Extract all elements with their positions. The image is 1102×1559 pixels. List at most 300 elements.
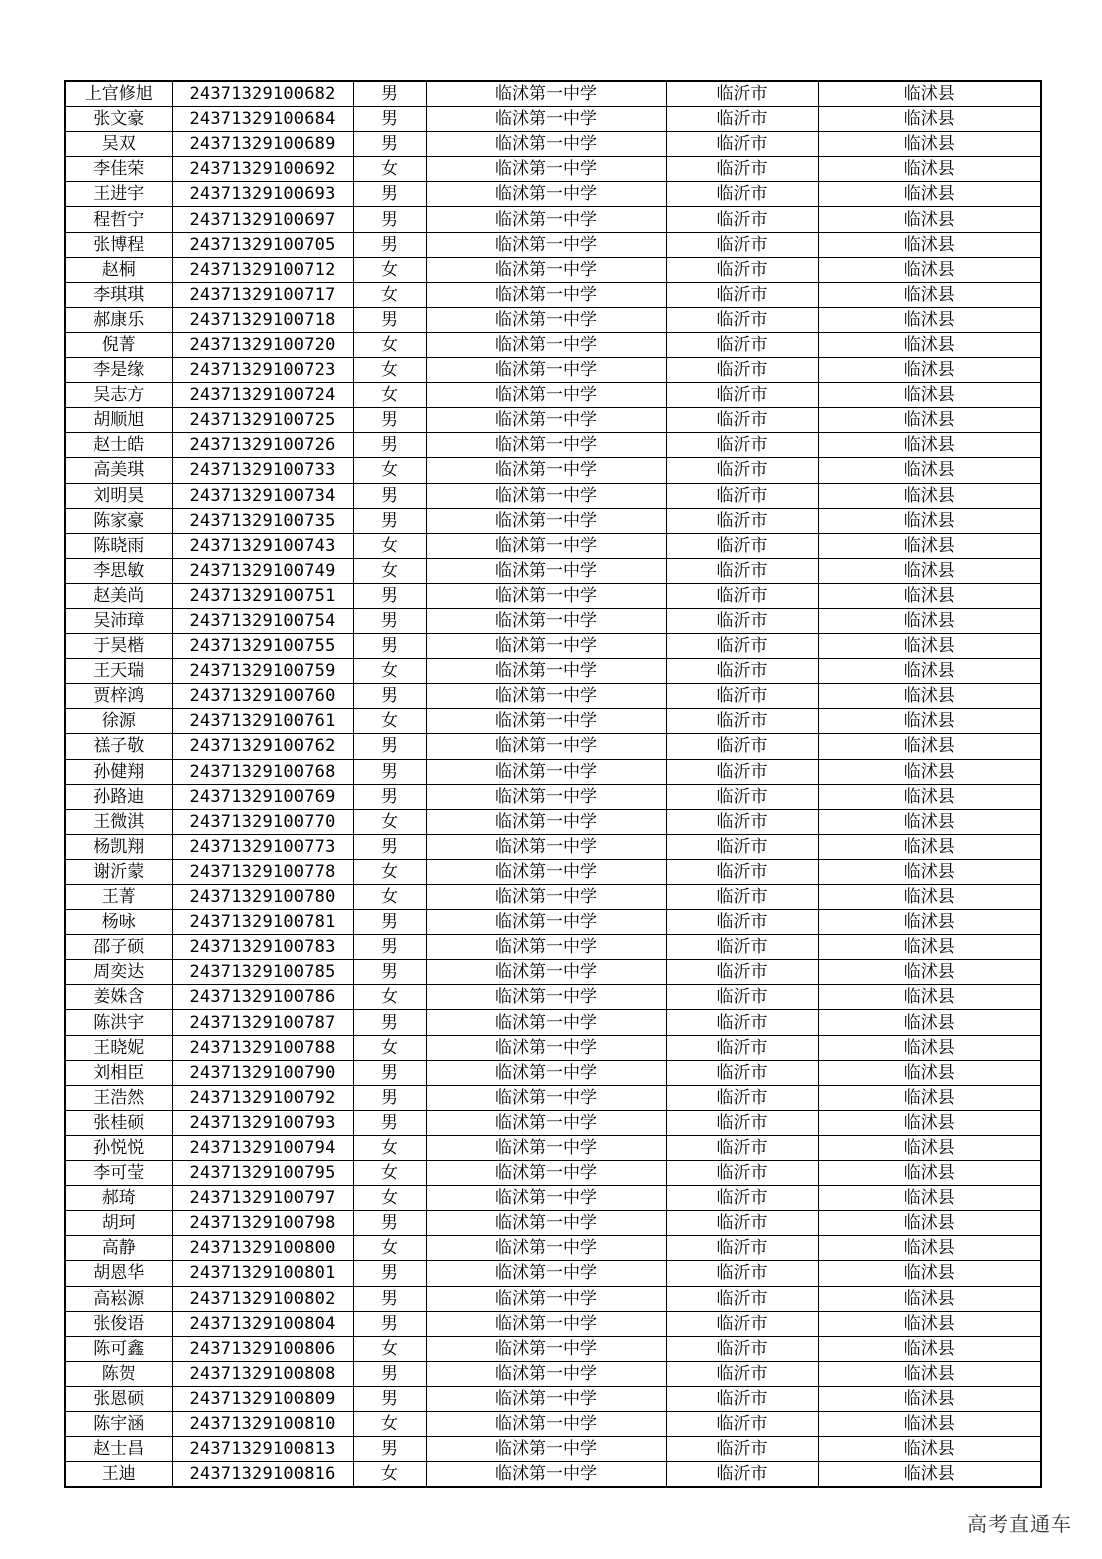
exam-number-cell: 24371329100813: [172, 1437, 353, 1462]
school-cell: 临沭第一中学: [426, 634, 666, 659]
school-cell: 临沭第一中学: [426, 709, 666, 734]
city-cell: 临沂市: [666, 207, 818, 232]
student-name-cell: 邵子硕: [65, 935, 172, 960]
county-cell: 临沭县: [818, 307, 1041, 332]
city-cell: 临沂市: [666, 809, 818, 834]
city-cell: 临沂市: [666, 107, 818, 132]
county-cell: 临沭县: [818, 132, 1041, 157]
city-cell: 临沂市: [666, 1336, 818, 1361]
school-cell: 临沭第一中学: [426, 508, 666, 533]
school-cell: 临沭第一中学: [426, 1261, 666, 1286]
exam-number-cell: 24371329100720: [172, 332, 353, 357]
gender-cell: 女: [353, 558, 426, 583]
table-row: [65, 1411, 1041, 1436]
school-cell: 临沭第一中学: [426, 1286, 666, 1311]
county-cell: 临沭县: [818, 433, 1041, 458]
city-cell: 临沂市: [666, 157, 818, 182]
exam-number-cell: 24371329100697: [172, 207, 353, 232]
exam-number-cell: 24371329100717: [172, 282, 353, 307]
student-name-cell: 王迪: [65, 1462, 172, 1488]
county-cell: 临沭县: [818, 960, 1041, 985]
county-cell: 临沭县: [818, 1085, 1041, 1110]
county-cell: 临沭县: [818, 232, 1041, 257]
school-cell: 临沭第一中学: [426, 182, 666, 207]
exam-number-cell: 24371329100793: [172, 1110, 353, 1135]
school-cell: 临沭第一中学: [426, 332, 666, 357]
city-cell: 临沂市: [666, 433, 818, 458]
school-cell: 临沭第一中学: [426, 659, 666, 684]
table-row: [65, 458, 1041, 483]
school-cell: 临沭第一中学: [426, 107, 666, 132]
gender-cell: 男: [353, 834, 426, 859]
table-row: [65, 132, 1041, 157]
table-row: [65, 935, 1041, 960]
student-name-cell: 陈贺: [65, 1361, 172, 1386]
gender-cell: 男: [353, 408, 426, 433]
table-row: [65, 81, 1041, 107]
student-name-cell: 上官修旭: [65, 81, 172, 107]
county-cell: 临沭县: [818, 1386, 1041, 1411]
gender-cell: 女: [353, 709, 426, 734]
county-cell: 临沭县: [818, 1035, 1041, 1060]
county-cell: 临沭县: [818, 759, 1041, 784]
gender-cell: 男: [353, 634, 426, 659]
school-cell: 临沭第一中学: [426, 1236, 666, 1261]
student-name-cell: 陈晓雨: [65, 533, 172, 558]
school-cell: 临沭第一中学: [426, 1336, 666, 1361]
exam-number-cell: 24371329100798: [172, 1211, 353, 1236]
table-row: [65, 634, 1041, 659]
gender-cell: 男: [353, 960, 426, 985]
gender-cell: 女: [353, 659, 426, 684]
gender-cell: 男: [353, 734, 426, 759]
county-cell: 临沭县: [818, 358, 1041, 383]
gender-cell: 男: [353, 1437, 426, 1462]
student-name-cell: 郝琦: [65, 1186, 172, 1211]
table-row: [65, 1211, 1041, 1236]
student-name-cell: 徐源: [65, 709, 172, 734]
county-cell: 临沭县: [818, 834, 1041, 859]
gender-cell: 男: [353, 207, 426, 232]
table-row: [65, 709, 1041, 734]
city-cell: 临沂市: [666, 1386, 818, 1411]
student-name-cell: 张桂硕: [65, 1110, 172, 1135]
table-row: [65, 182, 1041, 207]
county-cell: 临沭县: [818, 157, 1041, 182]
city-cell: 临沂市: [666, 1261, 818, 1286]
exam-number-cell: 24371329100692: [172, 157, 353, 182]
student-name-cell: 陈洪宇: [65, 1010, 172, 1035]
student-name-cell: 张文豪: [65, 107, 172, 132]
school-cell: 临沭第一中学: [426, 985, 666, 1010]
exam-number-cell: 24371329100783: [172, 935, 353, 960]
school-cell: 临沭第一中学: [426, 1060, 666, 1085]
school-cell: 临沭第一中学: [426, 885, 666, 910]
student-name-cell: 赵桐: [65, 257, 172, 282]
table-row: [65, 558, 1041, 583]
county-cell: 临沭县: [818, 608, 1041, 633]
gender-cell: 男: [353, 483, 426, 508]
student-name-cell: 孙路迪: [65, 784, 172, 809]
table-row: [65, 1110, 1041, 1135]
exam-number-cell: 24371329100725: [172, 408, 353, 433]
city-cell: 临沂市: [666, 558, 818, 583]
school-cell: 临沭第一中学: [426, 1010, 666, 1035]
exam-number-cell: 24371329100781: [172, 910, 353, 935]
student-name-cell: 孙悦悦: [65, 1135, 172, 1160]
exam-number-cell: 24371329100760: [172, 684, 353, 709]
table-row: [65, 1336, 1041, 1361]
student-name-cell: 刘明昊: [65, 483, 172, 508]
city-cell: 临沂市: [666, 834, 818, 859]
school-cell: 临沭第一中学: [426, 1411, 666, 1436]
exam-number-cell: 24371329100723: [172, 358, 353, 383]
county-cell: 临沭县: [818, 483, 1041, 508]
student-name-cell: 张俊语: [65, 1311, 172, 1336]
school-cell: 临沭第一中学: [426, 558, 666, 583]
table-row: [65, 207, 1041, 232]
table-row: [65, 809, 1041, 834]
city-cell: 临沂市: [666, 960, 818, 985]
exam-number-cell: 24371329100800: [172, 1236, 353, 1261]
gender-cell: 女: [353, 1161, 426, 1186]
student-name-cell: 吴沛璋: [65, 608, 172, 633]
exam-number-cell: 24371329100689: [172, 132, 353, 157]
exam-number-cell: 24371329100751: [172, 583, 353, 608]
table-row: [65, 1236, 1041, 1261]
exam-number-cell: 24371329100734: [172, 483, 353, 508]
table-row: [65, 1161, 1041, 1186]
city-cell: 临沂市: [666, 408, 818, 433]
county-cell: 临沭县: [818, 1060, 1041, 1085]
school-cell: 临沭第一中学: [426, 1035, 666, 1060]
document-page: [64, 80, 1040, 1488]
county-cell: 临沭县: [818, 659, 1041, 684]
school-cell: 临沭第一中学: [426, 533, 666, 558]
exam-number-cell: 24371329100755: [172, 634, 353, 659]
table-row: [65, 910, 1041, 935]
county-cell: 临沭县: [818, 859, 1041, 884]
county-cell: 临沭县: [818, 533, 1041, 558]
exam-number-cell: 24371329100806: [172, 1336, 353, 1361]
city-cell: 临沂市: [666, 81, 818, 107]
gender-cell: 男: [353, 107, 426, 132]
gender-cell: 女: [353, 1462, 426, 1488]
student-name-cell: 郝康乐: [65, 307, 172, 332]
student-name-cell: 陈家豪: [65, 508, 172, 533]
school-cell: 临沭第一中学: [426, 759, 666, 784]
city-cell: 临沂市: [666, 358, 818, 383]
gender-cell: 男: [353, 608, 426, 633]
county-cell: 临沭县: [818, 1161, 1041, 1186]
student-name-cell: 高美琪: [65, 458, 172, 483]
student-name-cell: 赵美尚: [65, 583, 172, 608]
gender-cell: 男: [353, 1060, 426, 1085]
school-cell: 临沭第一中学: [426, 1135, 666, 1160]
city-cell: 临沂市: [666, 1085, 818, 1110]
table-row: [65, 784, 1041, 809]
student-roster-table: [64, 80, 1042, 1488]
table-row: [65, 332, 1041, 357]
county-cell: 临沭县: [818, 458, 1041, 483]
exam-number-cell: 24371329100682: [172, 81, 353, 107]
table-row: [65, 1311, 1041, 1336]
exam-number-cell: 24371329100797: [172, 1186, 353, 1211]
city-cell: 临沂市: [666, 734, 818, 759]
county-cell: 临沭县: [818, 1437, 1041, 1462]
table-row: [65, 859, 1041, 884]
student-name-cell: 王微淇: [65, 809, 172, 834]
school-cell: 临沭第一中学: [426, 684, 666, 709]
county-cell: 临沭县: [818, 935, 1041, 960]
table-row: [65, 1286, 1041, 1311]
city-cell: 临沂市: [666, 634, 818, 659]
table-row: [65, 307, 1041, 332]
gender-cell: 男: [353, 1386, 426, 1411]
exam-number-cell: 24371329100809: [172, 1386, 353, 1411]
gender-cell: 男: [353, 759, 426, 784]
table-row: [65, 1462, 1041, 1488]
student-name-cell: 周奕达: [65, 960, 172, 985]
table-row: [65, 257, 1041, 282]
table-row: [65, 408, 1041, 433]
school-cell: 临沭第一中学: [426, 383, 666, 408]
city-cell: 临沂市: [666, 885, 818, 910]
table-row: [65, 508, 1041, 533]
student-name-cell: 刘相臣: [65, 1060, 172, 1085]
city-cell: 临沂市: [666, 1361, 818, 1386]
student-name-cell: 李琪琪: [65, 282, 172, 307]
school-cell: 临沭第一中学: [426, 81, 666, 107]
watermark-text: 高考直通车: [967, 1512, 1072, 1536]
student-name-cell: 李是缘: [65, 358, 172, 383]
city-cell: 临沂市: [666, 1010, 818, 1035]
student-name-cell: 谢沂蒙: [65, 859, 172, 884]
gender-cell: 男: [353, 433, 426, 458]
table-row: [65, 583, 1041, 608]
exam-number-cell: 24371329100762: [172, 734, 353, 759]
table-row: [65, 960, 1041, 985]
county-cell: 临沭县: [818, 1236, 1041, 1261]
exam-number-cell: 24371329100780: [172, 885, 353, 910]
student-name-cell: 胡顺旭: [65, 408, 172, 433]
gender-cell: 女: [353, 358, 426, 383]
exam-number-cell: 24371329100684: [172, 107, 353, 132]
city-cell: 临沂市: [666, 859, 818, 884]
exam-number-cell: 24371329100778: [172, 859, 353, 884]
student-name-cell: 赵士昌: [65, 1437, 172, 1462]
exam-number-cell: 24371329100769: [172, 784, 353, 809]
student-name-cell: 张恩硕: [65, 1386, 172, 1411]
gender-cell: 男: [353, 232, 426, 257]
exam-number-cell: 24371329100808: [172, 1361, 353, 1386]
county-cell: 临沭县: [818, 508, 1041, 533]
gender-cell: 女: [353, 157, 426, 182]
gender-cell: 女: [353, 533, 426, 558]
student-name-cell: 杨咏: [65, 910, 172, 935]
gender-cell: 男: [353, 81, 426, 107]
city-cell: 临沂市: [666, 1110, 818, 1135]
school-cell: 临沭第一中学: [426, 1311, 666, 1336]
exam-number-cell: 24371329100743: [172, 533, 353, 558]
student-name-cell: 禚子敬: [65, 734, 172, 759]
table-row: [65, 1060, 1041, 1085]
gender-cell: 男: [353, 910, 426, 935]
gender-cell: 女: [353, 1336, 426, 1361]
exam-number-cell: 24371329100768: [172, 759, 353, 784]
county-cell: 临沭县: [818, 910, 1041, 935]
city-cell: 临沂市: [666, 1411, 818, 1436]
school-cell: 临沭第一中学: [426, 408, 666, 433]
student-name-cell: 李佳荣: [65, 157, 172, 182]
student-name-cell: 胡珂: [65, 1211, 172, 1236]
student-name-cell: 王浩然: [65, 1085, 172, 1110]
gender-cell: 女: [353, 885, 426, 910]
exam-number-cell: 24371329100790: [172, 1060, 353, 1085]
school-cell: 临沭第一中学: [426, 282, 666, 307]
county-cell: 临沭县: [818, 1110, 1041, 1135]
gender-cell: 男: [353, 684, 426, 709]
gender-cell: 男: [353, 784, 426, 809]
exam-number-cell: 24371329100787: [172, 1010, 353, 1035]
student-name-cell: 高崧源: [65, 1286, 172, 1311]
city-cell: 临沂市: [666, 1437, 818, 1462]
student-name-cell: 陈可鑫: [65, 1336, 172, 1361]
city-cell: 临沂市: [666, 533, 818, 558]
exam-number-cell: 24371329100792: [172, 1085, 353, 1110]
table-row: [65, 1186, 1041, 1211]
county-cell: 临沭县: [818, 383, 1041, 408]
school-cell: 临沭第一中学: [426, 1110, 666, 1135]
exam-number-cell: 24371329100795: [172, 1161, 353, 1186]
table-row: [65, 1085, 1041, 1110]
table-row: [65, 358, 1041, 383]
gender-cell: 女: [353, 257, 426, 282]
exam-number-cell: 24371329100794: [172, 1135, 353, 1160]
county-cell: 临沭县: [818, 985, 1041, 1010]
city-cell: 临沂市: [666, 1035, 818, 1060]
school-cell: 临沭第一中学: [426, 232, 666, 257]
school-cell: 临沭第一中学: [426, 1386, 666, 1411]
county-cell: 临沭县: [818, 408, 1041, 433]
city-cell: 临沂市: [666, 282, 818, 307]
gender-cell: 男: [353, 1110, 426, 1135]
table-row: [65, 282, 1041, 307]
exam-number-cell: 24371329100759: [172, 659, 353, 684]
exam-number-cell: 24371329100749: [172, 558, 353, 583]
county-cell: 临沭县: [818, 1411, 1041, 1436]
city-cell: 临沂市: [666, 1311, 818, 1336]
gender-cell: 男: [353, 1261, 426, 1286]
county-cell: 临沭县: [818, 583, 1041, 608]
student-name-cell: 王进宇: [65, 182, 172, 207]
table-row: [65, 1035, 1041, 1060]
city-cell: 临沂市: [666, 1135, 818, 1160]
gender-cell: 女: [353, 1135, 426, 1160]
table-row: [65, 1261, 1041, 1286]
exam-number-cell: 24371329100810: [172, 1411, 353, 1436]
county-cell: 临沭县: [818, 1186, 1041, 1211]
city-cell: 临沂市: [666, 483, 818, 508]
gender-cell: 男: [353, 1010, 426, 1035]
school-cell: 临沭第一中学: [426, 132, 666, 157]
exam-number-cell: 24371329100726: [172, 433, 353, 458]
table-row: [65, 157, 1041, 182]
student-name-cell: 王晓妮: [65, 1035, 172, 1060]
gender-cell: 男: [353, 1085, 426, 1110]
city-cell: 临沂市: [666, 985, 818, 1010]
school-cell: 临沭第一中学: [426, 734, 666, 759]
county-cell: 临沭县: [818, 784, 1041, 809]
gender-cell: 女: [353, 282, 426, 307]
exam-number-cell: 24371329100705: [172, 232, 353, 257]
city-cell: 临沂市: [666, 910, 818, 935]
exam-number-cell: 24371329100718: [172, 307, 353, 332]
gender-cell: 女: [353, 985, 426, 1010]
county-cell: 临沭县: [818, 558, 1041, 583]
gender-cell: 女: [353, 458, 426, 483]
student-name-cell: 贾梓鸿: [65, 684, 172, 709]
exam-number-cell: 24371329100785: [172, 960, 353, 985]
city-cell: 临沂市: [666, 583, 818, 608]
student-name-cell: 姜姝含: [65, 985, 172, 1010]
table-row: [65, 659, 1041, 684]
exam-number-cell: 24371329100773: [172, 834, 353, 859]
student-name-cell: 王天瑞: [65, 659, 172, 684]
city-cell: 临沂市: [666, 1060, 818, 1085]
school-cell: 临沭第一中学: [426, 910, 666, 935]
exam-number-cell: 24371329100733: [172, 458, 353, 483]
school-cell: 临沭第一中学: [426, 809, 666, 834]
county-cell: 临沭县: [818, 734, 1041, 759]
student-name-cell: 于昊楷: [65, 634, 172, 659]
student-name-cell: 程哲宁: [65, 207, 172, 232]
school-cell: 临沭第一中学: [426, 458, 666, 483]
school-cell: 临沭第一中学: [426, 784, 666, 809]
table-row: [65, 1386, 1041, 1411]
county-cell: 临沭县: [818, 1211, 1041, 1236]
school-cell: 临沭第一中学: [426, 1085, 666, 1110]
exam-number-cell: 24371329100788: [172, 1035, 353, 1060]
school-cell: 临沭第一中学: [426, 1186, 666, 1211]
city-cell: 临沂市: [666, 232, 818, 257]
city-cell: 临沂市: [666, 508, 818, 533]
exam-number-cell: 24371329100712: [172, 257, 353, 282]
county-cell: 临沭县: [818, 81, 1041, 107]
gender-cell: 男: [353, 508, 426, 533]
table-row: [65, 834, 1041, 859]
school-cell: 临沭第一中学: [426, 834, 666, 859]
gender-cell: 女: [353, 332, 426, 357]
city-cell: 临沂市: [666, 307, 818, 332]
county-cell: 临沭县: [818, 107, 1041, 132]
school-cell: 临沭第一中学: [426, 1161, 666, 1186]
gender-cell: 女: [353, 383, 426, 408]
gender-cell: 女: [353, 1236, 426, 1261]
school-cell: 临沭第一中学: [426, 1462, 666, 1488]
gender-cell: 男: [353, 935, 426, 960]
exam-number-cell: 24371329100754: [172, 608, 353, 633]
student-name-cell: 吴双: [65, 132, 172, 157]
county-cell: 临沭县: [818, 809, 1041, 834]
school-cell: 临沭第一中学: [426, 157, 666, 182]
gender-cell: 女: [353, 1411, 426, 1436]
county-cell: 临沭县: [818, 1462, 1041, 1488]
table-row: [65, 533, 1041, 558]
county-cell: 临沭县: [818, 182, 1041, 207]
student-name-cell: 赵士皓: [65, 433, 172, 458]
school-cell: 临沭第一中学: [426, 935, 666, 960]
